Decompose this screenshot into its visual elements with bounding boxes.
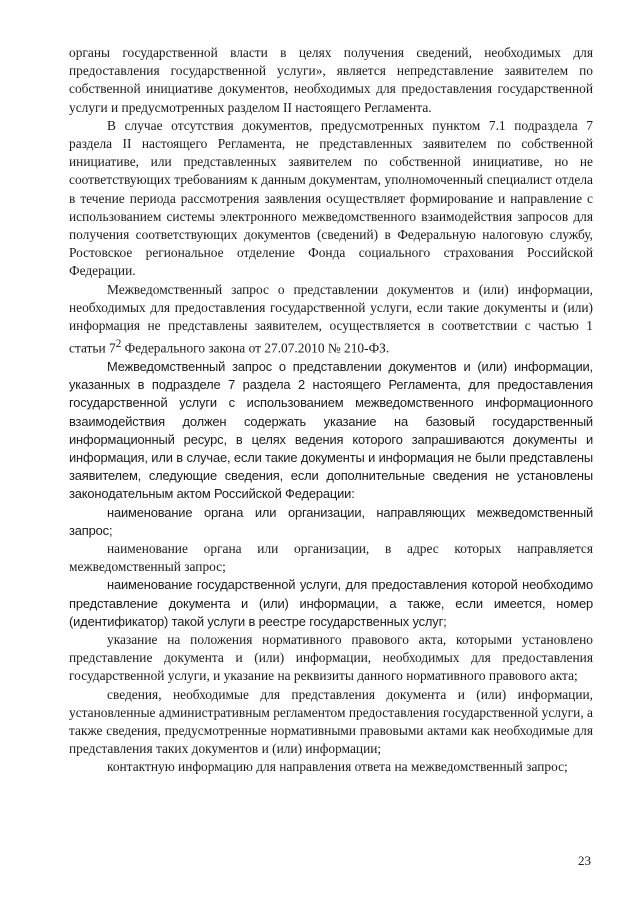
list-item-required-information: сведения, необходимые для представления документа и (или) информации, установленные административным регламентом предоставления государственной услуги, а также сведения, предусмотренные нормативными правовыми актами как необходимые для представления таких документов и (или) информации; [69,686,593,757]
body-text [69,44,593,777]
list-item-legal-act: указание на положения нормативного правового акта, которыми установлено представление документа и (или) информации, необходимых для предоставления государственной услуги, и указание на реквизиты данного нормативного правового акта; [69,631,593,684]
paragraph-1: органы государственной власти в целях получения сведений, необходимых для предоставления государственной услуги», является непредставление заявителем по собственной инициативе документов, необходимых для предоставления государственной услуги и предусмотренных разделом II настоящего Регламента. [69,45,593,115]
page-number: 23 [578,853,591,868]
paragraph-3-text: Межведомственный запрос о представлении документов и (или) информации, необходимых для предоставления государственной услуги, если такие документы и (или) информация не представлены заявителем, осуществляется в соответствии с частью 1 статьи 7 [69,281,593,356]
paragraph-3-text-end: Федерального закона от 27.07.2010 № 210-ФЗ. [121,340,390,356]
superscript-2: 2 [115,338,122,351]
list-item-requesting-organization: наименование органа или организации, направляющих межведомственный запрос; [69,504,593,538]
list-item-recipient-organization: наименование органа или организации, в адрес которых направляется межведомственный запрос; [69,540,593,575]
paragraph-3 [69,281,593,358]
paragraph-2: В случае отсутствия документов, предусмотренных пунктом 7.1 подраздела 7 раздела II настоящего Регламента, не представленных заявителем по собственной инициативе, или представленных заявителем по собственной инициативе, но не соответствующих требованиям к данным документам, уполномоченный специалист отдела в течение периода рассмотрения заявления осуществляет формирование и направление с использованием системы электронного межведомственного взаимодействия запросов для получения соответствующих документов (сведений) в Федеральную налоговую службу, Ростовское региональное отделение Фонда социального страхования Российской Федерации. [69,117,593,279]
list-item-contact-information: контактную информацию для направления ответа на межведомственный запрос; [107,759,568,775]
list-item-service-name: наименование государственной услуги, для предоставления которой необходимо представление документа и (или) информации, а также, если имеется, номер (идентификатор) такой услуги в реестре государственных услуг; [69,577,593,629]
paragraph-4: Межведомственный запрос о представлении документов и (или) информации, указанных в подразделе 7 раздела 2 настоящего Регламента, для предоставления государственной услуги с использованием межведомственного информационного взаимодействия должен содержать указание на базовый государственный информационный ресурс, в целях ведения которого запрашиваются документы и информация, или в случае, если такие документы и информация не были представлены заявителем, следующие сведения, если дополнительные сведения не установлены законодательным актом Российской Федерации: [69,358,593,502]
